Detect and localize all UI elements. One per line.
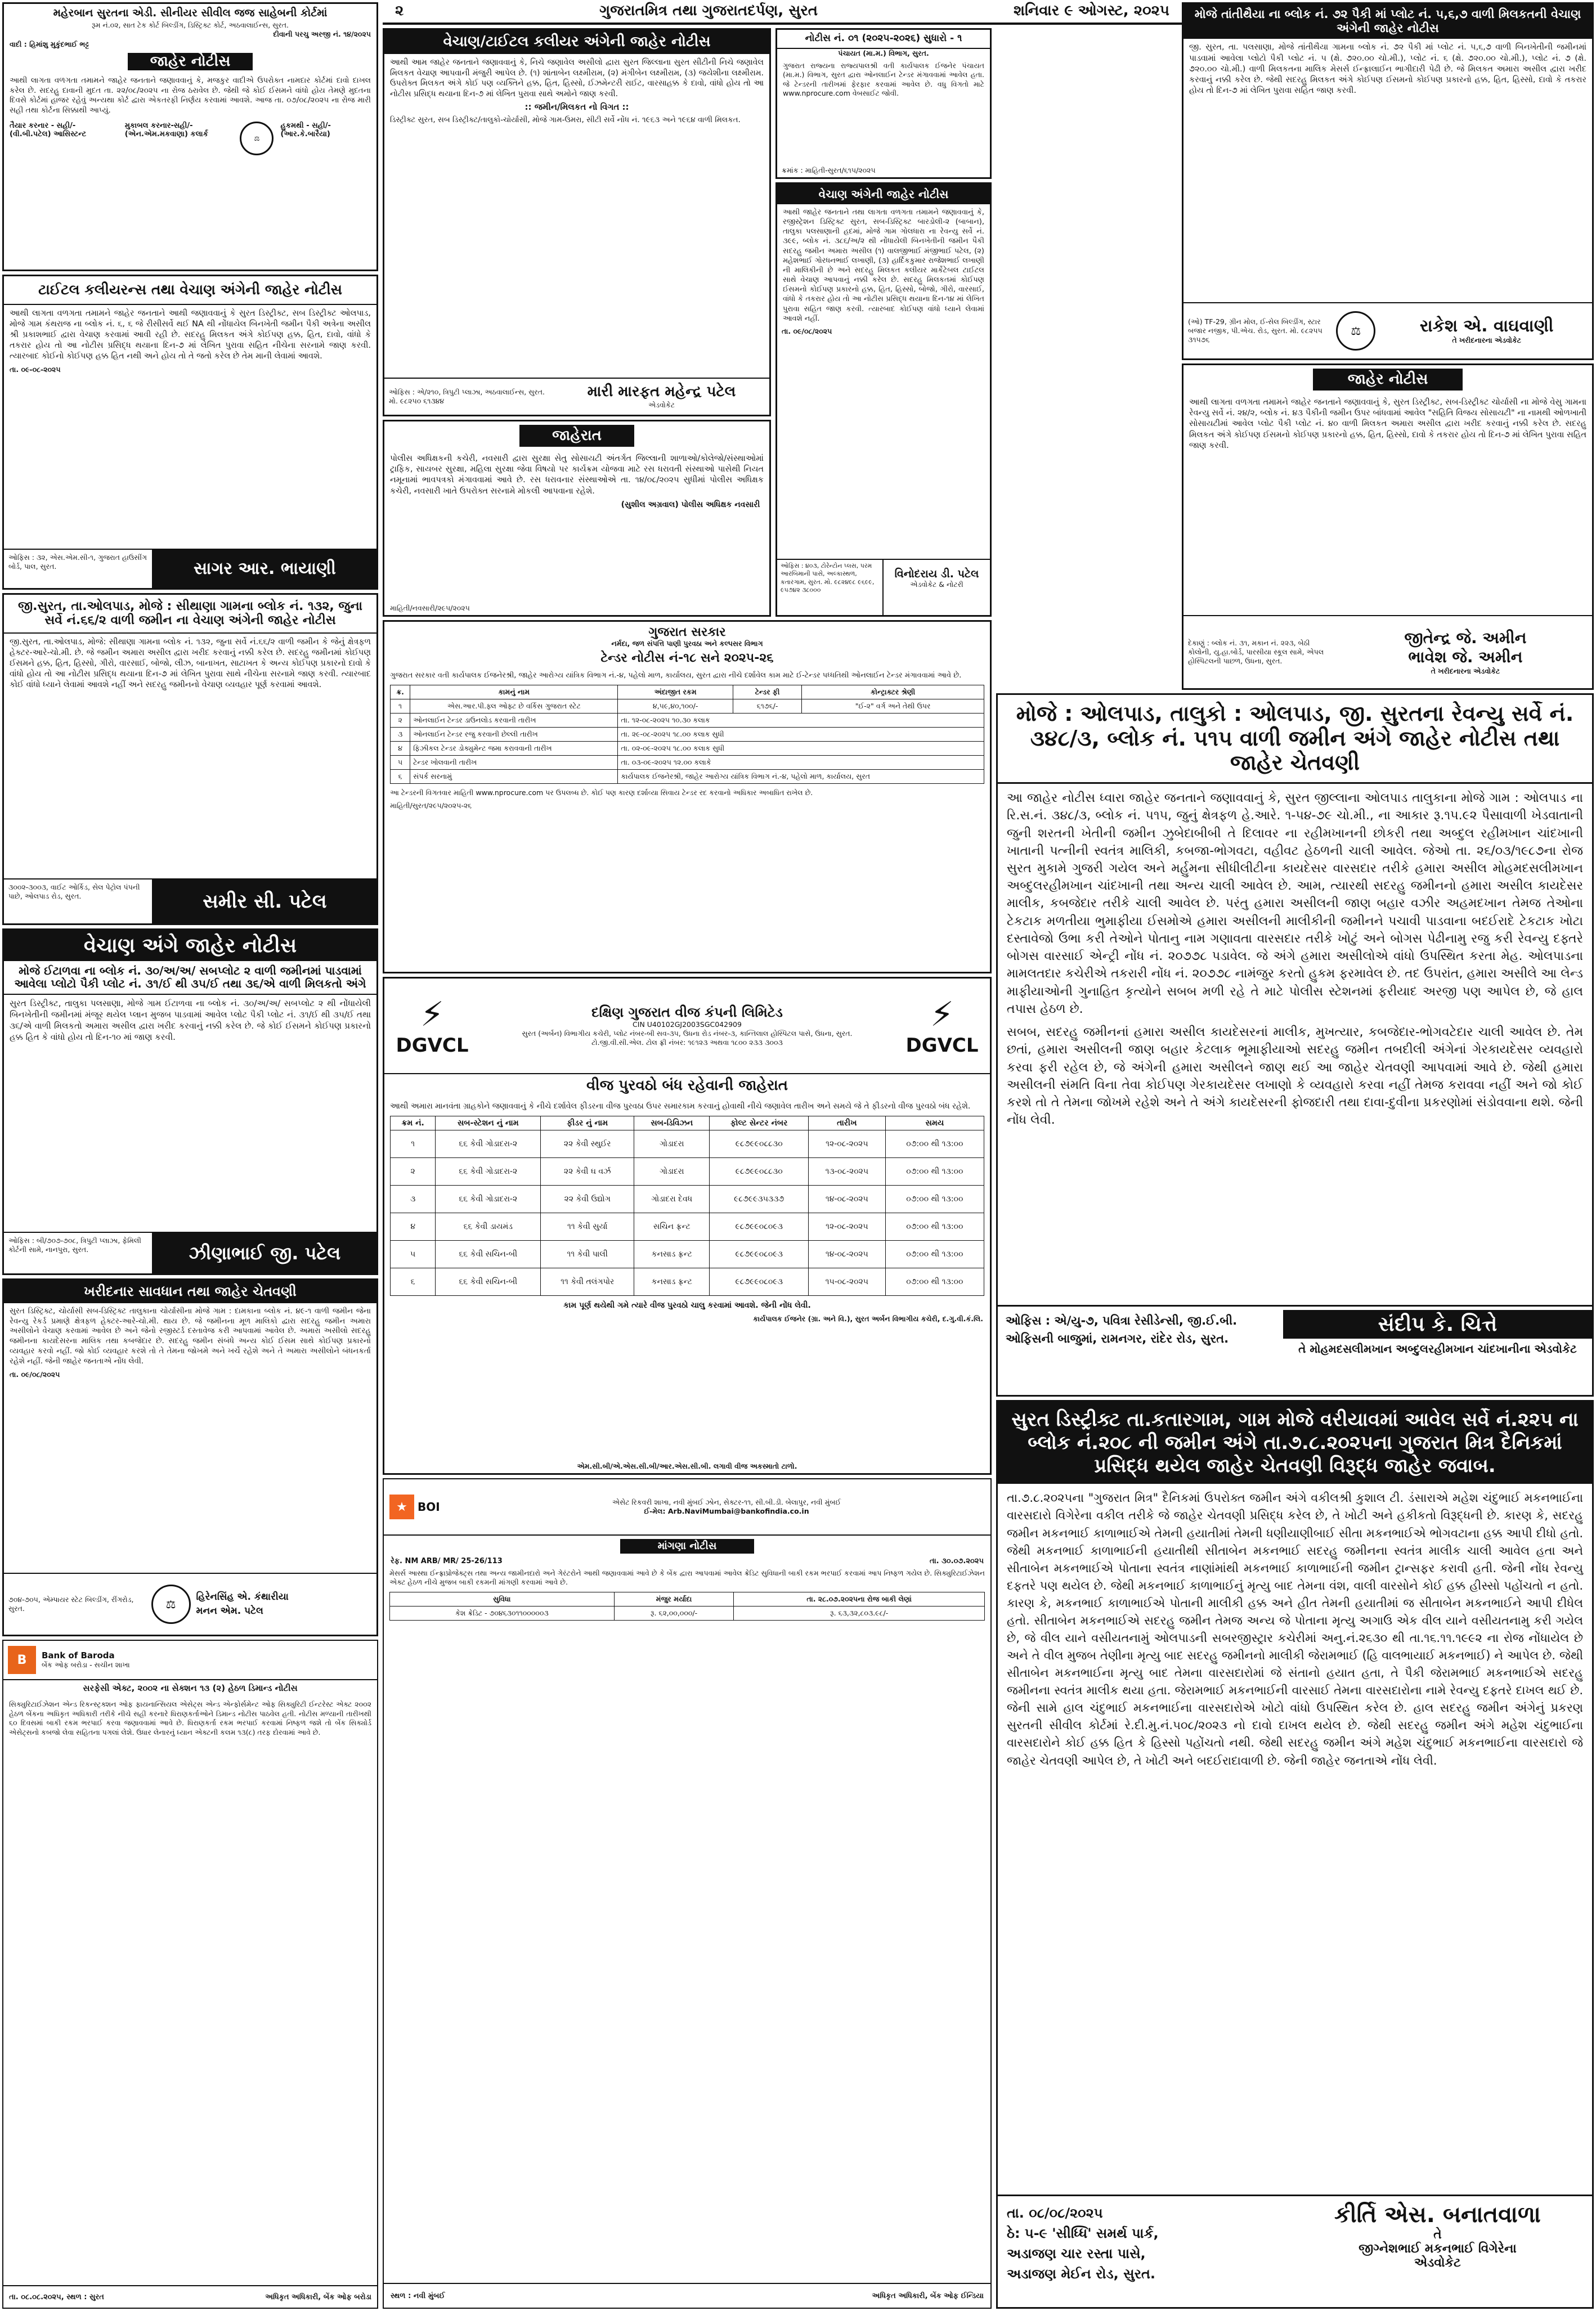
olpad-body-2: સબબ, સદરહુ જમીનનાં હમારા અસીલ કાયદેસરનાં માલીક, મુખત્યાર, કબજેદાર-ભોગવટેદાર ચાલી આવેલ છે. તેમ છતાં, હમારા અસીલની જાણ બહાર કેટલાક ભૂમાફીયાઓ સદરહુ જમીન તબદીલી અંગેનાં ગેરકાયદેસર વ્યવહારો કરવા ફરી રહેલ છે, જે અંગેની હમારા અસીલને જાણ થઈ આ જાહેર ચેતવણી આપવામાં આવે છે. જેથી હમારા અસીલની સંમતિ વિના તેવા કોઈપણ ગેરકાયદેસર લખાણો કે વ્યવહારો કરવા નહીં તેમજ કરાવવા નહીં અને જો કોઈ કરશે તો તે તેમના જોખમે રહેશે અને તે અંગે કાયદેસરની ફોજદારી તથા દાવા-દુવીના પ્રકરણોમાં સંડોવવાના થશે. જેની નોંધ લેવી. [1007, 1025, 1583, 1128]
table-cell: ૧ [391, 699, 410, 714]
olpad-title: મોજે : ઓલપાડ, તાલુકો : ઓલપાડ, જી. સુરતના રેવન્યુ સર્વે નં. ૩૪૮/૩, બ્લોક નં. ૫૧૫ વાળી જમીન અંગે જાહેર નોટીસ તથા જાહેર ચેતવણી [998, 695, 1592, 784]
title-clearance-body: આથી લાગતા વળગતા તમામને જાહેર જનતાને આથી જણાવવાનું કે સુરત ડિસ્ટ્રીક્ટ, સબ ડિસ્ટ્રીક્ટ ઓલપાડ, મોજે ગામ કંથરાજ ના બ્લોક નં. ૬, ૬ જે રીસીસર્વે થઈ NA થી નોંધાયેલ બિનખેતી જમીન પૈકી અત્રેના અસીલ શ્રી પ્રકાશભાઈ દ્વારા વેચાણ કરવામાં આવી રહી છે. સદરહુ મિલકત અંગે કોઈપણ હક્ક, હિત, દાવો, વાંધો કે તકરાર હોય તો આ નોટીસ પ્રસિદ્ધ થયાના દિન-૭ માં લેખિત પુરાવા સહિત નીચેના સરનામે જાણ કરવી. ત્યારબાદ કોઈનો કોઈપણ હક્ક હિત નથી અને હોય તો તે જતો કરેલ છે તેમ માની લેવામાં આવશે. [10, 308, 371, 361]
table-cell: સંપર્ક સરનામું [410, 770, 618, 784]
dgvcl-notice [383, 977, 992, 1475]
tantithaiya-body: જી. સુરત, તા. પલસાણા, મોજે તાંતીથૈયા ગામના બ્લોક નં. ૭૨ પૈકી માં પ્લોટ નં. ૫,૬,૭ વાળી બિનખેતીની જમીનમાં પાડવામાં આવેલા પ્લોટો પૈકી પ્લોટ નં. ૫ (ક્ષે. ૭૨૦.૦૦ ચો.મી.), પ્લોટ નં. ૬ (ક્ષે. ૭૨૦.૦૦ ચો.મી.), પ્લોટ નં. ૭ (ક્ષે. ૭૨૦.૦૦ ચો.મી.) વાળી મિલકતના માલિક મેસર્સ ઈન્ફ્રાલાઈન ભાગીદારી પેઢી છે. જે મિલકત અમારા અસીલ દ્વારા ખરીદ કરવાનું નક્કી કરેલ છે. જેથી સદરહુ મિલકત અંગે કોઈપણ ઈસમનો કોઈપણ પ્રકારનો હક્ક, હિત, હિસ્સો, દાવો કે તકરાર હોય તો દિન-૭ માં લેખિત પુરાવા સહિત જાણ કરવી. [1189, 43, 1586, 95]
table-cell: ૧૧ કેવી સુર્યા [541, 1213, 634, 1241]
table-cell: ઓનલાઈન ટેન્ડર રજુ કરવાની છેલ્લી તારીખ [410, 728, 618, 742]
table-cell: સચિન ફ્રન્ટ [634, 1213, 710, 1241]
boi-email: ઈ-મેલ: Arb.NaviMumbai@bankofindia.co.in [644, 1507, 809, 1515]
court-sub: રૂમ નં.૦૨, સાત ટેક કોર્ટ બિલ્ડીંગ, ડિસ્ટ્રિક્ટ કોર્ટ, અઠવાલાઈન્સ, સુરત. [91, 20, 289, 29]
panchayat-title: નોટીસ નં. ૦૧ (૨૦૨૫-૨૦૨૬) સુધારો - ૧ [777, 30, 990, 49]
olpad-address: ઓફિસ : એ/યુ-૭, પવિત્રા રેસીડેન્સી, જી.ઈ.બી. ઓફિસની બાજુમાં, રામનગર, રાંદેર રોડ, સુરત. [1006, 1314, 1238, 1345]
court-body: આથી લાગતા વળગતા તમામને જાહેર જનતાને જણાવવાનું કે, મજકુર વાદીએ ઉપરોક્ત નામદાર કોર્ટમાં દાવો દાખલ કરેલ છે. સદરહુ દાવાની મુદત તા. ૨૨/૦૮/૨૦૨૫ ના રોજ ઠરાવેલ છે. જેથી જે કોઈ ઈસમને વાંધો હોય તેમણે મુદતના દિવસે કોર્ટમાં હાજર રહેવું અન્યથા કોર્ટ દ્વારા એકતરફી નિર્ણય કરવામાં આવશે. આજ તા. ૦૭/૦૮/૨૦૨૫ ના રોજ મારી સહી તથા કોર્ટના સિક્કાથી આપ્યું. [10, 75, 371, 115]
buyer-warning-body: સુરત ડિસ્ટ્રિક્ટ, ચોર્યાસી સબ-ડિસ્ટ્રિક્ટ તાલુકાના ચોર્યાસીના મોજે ગામ : દામકાના બ્લોક નં. ૪૯-૧ વાળી જમીન જેના રેવન્યુ રેકર્ડ પ્રમાણે ક્ષેત્રફળ હેક્ટર-આરે-ચો.મી. થાય છે. જે જમીનના મૂળ માલિકો દ્વારા સદરહુ જમીન અમારા અસીલોને વેચાણ કરવામાં આવેલ છે અને જેનો રજીસ્ટર્ડ દસ્તાવેજ કરી આપવામાં આવેલ છે. અમારા અસીલો સદરહુ જમીનના કાયદેસરના માલિક તથા કબજેદાર છે. સદરહુ જમીન સંબંધે અન્ય કોઈ ઈસમ સાથે કોઈપણ પ્રકારનો વ્યવહાર કરવો નહીં. જો કોઈ વ્યવહાર કરશે તો તે તેમના જોખમે અને ખર્ચે રહેશે અને તે અમારા અસીલોને બંધનકર્તા રહેશે નહીં. જેની જાહેર જનતાએ નોંધ લેવી. [10, 1306, 371, 1366]
tender-notice [383, 620, 992, 973]
table-cell: ૨ [391, 1158, 436, 1186]
vesu-notice [1182, 364, 1594, 690]
boi-place: સ્થળ : નવી મુંબઈ [391, 2291, 445, 2300]
table-row [391, 756, 984, 770]
sithan-notice [2, 593, 378, 925]
table-cell: કનસાડ ફ્રન્ટ [634, 1268, 710, 1296]
court-sig-2: મુકાબલ કરનાર-સહી/- (એન.એમ.મકવાણા) કલાર્ક [124, 122, 208, 139]
tantithaiya-role: તે ખરીદનારના એડવોકેટ [1452, 336, 1521, 345]
tender-dept: નર્મદા, જળ સંપત્તિ પાણી પુરવઠા અને કલ્પસર વિભાગ [611, 639, 763, 648]
dgvcl-intro: આથી અમારા માનવંતા ગ્રાહકોને જણાવવાનું કે નીચે દર્શાવેલ ફીડરના વીજ પુરવઠા ઉપર સમારકામ કરવાનું હોવાથી નીચે જણાવેલ તારીખ અને સમયે જે તે ફીડરનો વીજ પુરવઠો બંધ રહેશે. [390, 1101, 971, 1111]
table-cell: ૪ [391, 742, 410, 756]
table-cell: ૯૮૭૯૯૦૮૮૩૦ [710, 1158, 809, 1186]
court-sig-3: હુકમથી - સહી/- (આર.કે.બારૈયા) [280, 122, 331, 139]
olpad-body: આ જાહેર નોટીસ ધ્વારા જાહેર જનતાને જણાવવાનું કે, સુરત જીલ્લાના ઓલપાડ તાલુકાના મોજે ગામ : ઓલપાડ ના રિ.સ.નં. ૩૪૮/૩, બ્લોક નં. ૫૧૫, જુનું ક્ષેત્રફળ હે.આરે. ૧-૫૪-૭૯ ચો.મી., ના આકાર રૂ.૧૫.૯૨ પૈસાવાળી ખેડવાતાની જુની શરતની ખેતીની જમીન ઝુબેદાબીબી તે દિલાવર ના રહીમખાનની છોકરી તથા અબ્દુલ રહીમખાન ચાંદખાની ખાતાની પત્નીની સ્વતંત્ર માલિકી, કબજા-ભોગવટા, વહીવટ હેઠળની ચાલી આવેલ. જેઓ તા. ૨૬/૦૩/૧૯૮૭ના રોજ સુરત મુકામે ગુજરી ગયેલ અને મર્હુમના સીધીલીટીના કાયદેસર વારસદાર તરીકે હમારા અસીલ મોહમદસલીમખાન અબ્દુલરહીમખાન ચાંદખાની તથા અન્ય ચાલી આવેલ છે. આમ, ત્યારથી સદરહુ જમીનનો હમારા અસીલ કાયદેસર માલીક, કબજેદાર તરીકે ચાલી આવેલ છે. પરંતુ હમારા અસીલની જાણ બહાર વઝીર અહમદખાન તેમજ તેઓના ટેકટાક મળતીયા ભુમાફીયા ઈસમોએ હમારા અસીલની માલીકીની જમીનને પચાવી પાડવાના બદઈરાદે ટેકટાક ખોટા દસ્તાવેજો ઉભા કરી તેઓને પોતાનુ નામ ગણાવતા વારસદાર તરીકે ખોટું અને બોગસ પેઢીનામુ રજુ કરી રેવન્યુ દફ્તરે બોગસ વારસાઈ એન્ટ્રી નોંધ નં. ૨૦૭૭૮ પડાવેલ. જે અંગે હમારા અસીલોએ વાંધો ઉપસ્થિત કરતા મેહ. ઓલપાડના મામલતદાર કચેરીએ તકરારી નોંધ નં. ૨૦૭૭૮ નામંજુર કરતો હુકમ ફરમાવેલ છે. તદ ઉપરાંત, હમારા અસીલે આ લેન્ડ માફીયાઓની ગુનાહિત કૃત્યોને સબબ મળી રહે તે માટે પોલીસ સ્ટેશનમાં ફરીયાદ અરજી પણ આપેલ છે, જે હાલ તપાસ હેઠળ છે. [1007, 791, 1583, 1016]
table-cell: ૬૬ કેવી સચિન-બી [436, 1268, 541, 1296]
tender-gov: ગુજરાત સરકાર [648, 625, 726, 639]
vesu-role: તે ખરીદનારના એડવોકેટ [1431, 666, 1500, 675]
table-cell: ૩ [391, 728, 410, 742]
tender-column-header: કોન્ટ્રાક્ટર શ્રેણી [802, 685, 984, 699]
katargam-reply-notice [996, 1400, 1594, 2309]
buyer-warning-date: તા. ૦૯/૦૮/૨૦૨૫ [10, 1370, 60, 1379]
bardoli-title: વેચાણ અંગેની જાહેર નોટીસ [777, 184, 990, 204]
sale-title-role: એડવોકેટ [648, 401, 675, 410]
panchayat-notice [775, 28, 992, 179]
table-cell: તા. ૧૨-૦૮-૨૦૨૫ ૧૦.૩૦ કલાક [618, 714, 984, 728]
bank-of-baroda-notice [2, 1640, 378, 2309]
court-seal-icon: ⚖ [240, 122, 274, 155]
boi-column-header: મંજુર મર્યાદા [614, 1592, 734, 1606]
table-cell: ૦૭:૦૦ થી ૧૩:૦૦ [885, 1241, 984, 1268]
boi-logo-icon: ★ [389, 1495, 414, 1519]
vesu-advocate-1: જીતેન્દ્ર જે. અમીન [1404, 628, 1527, 647]
table-cell: ૬ [391, 770, 410, 784]
table-row [390, 1606, 985, 1620]
dgvcl-ref: એમ.સી.બી/એ.એસ.સી.બી/આર.એસ.સી.બી. લગાવી વીજ અકસ્માતો ટાળો. [577, 1461, 797, 1470]
vesu-body: આથી લાગતા વળગતા તમામને જાહેર જનતાને જણાવવાનું કે, સુરત ડિસ્ટ્રીક્ટ, સબ-ડિસ્ટ્રીક્ટ ચોર્યાસી ના મોજે વેસુ ગામના રેવન્યુ સર્વે નં. ૨૪/૨, બ્લોક નં. ૪૩ પૈકીની જમીન ઉપર બાંધવામાં આવેલ "સહિતિ વિજય સોસાયટી" ના નામથી ઓળખાતી સોસાયટીમાં આવેલ પ્લોટ પૈકી પ્લોટ નં. ૪૦ વાળી મિલકત અમારા અસીલ દ્વારા ખરીદ કરવાનું નક્કી કરેલ છે. સદરહુ મિલકત અંગે કોઈપણ ઈસમનો કોઈપણ પ્રકારનો હક્ક, હિત, હિસ્સો, દાવો કે તકરાર હોય તો દિન-૭ માં લેખિત પુરાવા સહિત જાણ કરવી. [1189, 398, 1586, 450]
dgvcl-logo-left: DGVCL [396, 1034, 469, 1057]
table-cell: "ઈ-૨" વર્ગ અને તેથી ઉપર [802, 699, 984, 714]
buyer-warning-advocate: હિરેનસિંહ એ. કંથારીયા [196, 1591, 289, 1603]
table-cell: ૧૩-૦૮-૨૦૨૫ [808, 1158, 885, 1186]
paper-name: ગુજરાતમિત્ર તથા ગુજરાતદર્પણ, સુરત [599, 2, 818, 19]
table-cell: ૧૧ કેવી પાલી [541, 1241, 634, 1268]
bob-title: સરફેસી એક્ટ, ૨૦૦૨ ના સેક્શન ૧૩ (૨) હેઠળ ડિમાન્ડ નોટીસ [83, 1683, 298, 1693]
table-cell: કાર્યપાલક ઈજનેરશ્રી, જાહેર આરોગ્ય યાંત્રિક વિભાગ નં.-૪, પહેલો માળ, કાર્યાલય, સુરત [618, 770, 984, 784]
dgvcl-column-header: સબ-સ્ટેશન નું નામ [436, 1116, 541, 1130]
dgvcl-table [390, 1116, 984, 1296]
table-cell: ૬૬ કેવી ગોડાદરા-૨ [436, 1130, 541, 1158]
table-cell: ૧ [391, 1130, 436, 1158]
table-cell: ૪,૫૯,૪૦,૧૦૦/- [618, 699, 733, 714]
title-clearance-date: તા. ૦૯-૦૮-૨૦૨૫ [10, 365, 61, 374]
bardoli-advocate: વિનોદરાય ડી. પટેલ [894, 568, 979, 580]
table-cell: ૧૪-૦૮-૨૦૨૫ [808, 1186, 885, 1213]
table-row [391, 742, 984, 756]
dgvcl-column-header: ફીડર નું નામ [541, 1116, 634, 1130]
table-cell: ૦૭:૦૦ થી ૧૩:૦૦ [885, 1158, 984, 1186]
bob-date: તા. ૦૮.૦૮.૨૦૨૫, સ્થળ : સુરત [9, 2292, 104, 2301]
tender-column-header: ટેન્ડર ફી [733, 685, 801, 699]
sithan-body: જી.સુરત, તા.ઓલપાડ, મોજે: સીથાણા ગામના બ્લોક નં. ૧૩૨, જુના સર્વે નં.૬૬/૨ વાળી જમીન કે જેનું ક્ષેત્રફળ હેક્ટર-આરે-ચો.મી. છે. જે જમીન અમારા અસીલ દ્વારા ખરીદ કરવાનું નક્કી કરેલ છે. સદરહુ જમીનમાં કોઈપણ ઈસમને હક્ક, હિત, હિસ્સો, ગીરો, વારસાઈ, બોજો, લીઝ, બાનાખત, સાટાખત કે અન્ય કોઈપણ પ્રકારનો દાવો કે વાંધો હોય તો આ નોટીસ પ્રસિદ્ધ થયાના દિન-૭ માં લેખિત પુરાવા સાથે નીચેના સરનામે જાણ કરવી. ત્યારબાદ કોઈ વાંધો ધ્યાને લેવામાં આવશે નહીં અને સદરહુ જમીનનો વેચાણ વ્યવહાર પૂર્ણ કરવામાં આવશે. [10, 637, 371, 690]
tantithaiya-notice [1182, 2, 1594, 360]
table-cell: ૦૭:૦૦ થી ૧૩:૦૦ [885, 1268, 984, 1296]
table-cell: ૬૬ કેવી ડાયમંડ [436, 1213, 541, 1241]
dgvcl-column-header: ક્રમ નં. [391, 1116, 436, 1130]
panchayat-body: ગુજરાત રાજ્યના રાજ્યપાલશ્રી વતી કાર્યપાલક ઈજનેર પંચાયત (મા.મ.) વિભાગ, સુરત દ્વારા ઓનલાઈન ટેન્ડર મંગાવવામાં આવેલ હતા. જે ટેન્ડરની તારીખમાં ફેરફાર કરવામાં આવેલ છે. વધુ વિગતો માટે www.nprocure.com વેબસાઈટ જોવી. [783, 61, 984, 98]
bob-name: Bank of Baroda [42, 1650, 115, 1661]
tender-column-header: ક્ર. [391, 685, 410, 699]
bob-signatory: અધિકૃત અધિકારી, બેંક ઓફ બરોડા [265, 2292, 371, 2301]
court-applicant: વાદી : હિમાંશુ મુકુંદભાઈ ભટ્ટ [10, 40, 89, 49]
sale-title-heading: વેચાણ/ટાઈટલ કલીયર અંગેની જાહેર નોટીસ [384, 30, 769, 54]
boi-signatory: અધિકૃત અધિકારી, બેંક ઓફ ઈન્ડિયા [872, 2291, 984, 2300]
table-row [391, 1186, 984, 1213]
table-cell: ૩ [391, 1186, 436, 1213]
police-body: પોલીસ અધિક્ષકની કચેરી, નવસારી દ્વારા સુરક્ષા સેતુ સોસાયટી અંતર્ગત જિલ્લાની શાળાઓ/કોલેજો/સંસ્થાઓમાં ટ્રાફિક, સાયબર સુરક્ષા, મહિલા સુરક્ષા જેવા વિષયો પર કાર્યક્રમ યોજવા માટે રસ ધરાવતી સંસ્થાઓ પાસેથી નિયત નમૂનામાં ભાવપત્રકો મંગાવવામાં આવે છે. રસ ધરાવનાર સંસ્થાઓએ તા. ૧૪/૦૮/૨૦૨૫ સુધીમાં પોલીસ અધિક્ષક કચેરી, નવસારી ખાતે ઉપરોક્ત સરનામે મોકલી આપવાના રહેશે. [390, 454, 764, 496]
court-header: મહેરબાન સુરતના એડી. સીનીયર સીવીલ જજ સાહેબની કોર્ટમાં [53, 7, 328, 19]
vesu-title: જાહેર નોટીસ [1313, 369, 1463, 391]
table-cell: ૯૮૭૯૯૦૮૦૯૩ [710, 1241, 809, 1268]
table-cell: ૦૭:૦૦ થી ૧૩:૦૦ [885, 1186, 984, 1213]
advocate-emblem-icon: ⚖ [151, 1585, 191, 1624]
table-cell: ૨૨ કેવી સ્થુઈર [541, 1130, 634, 1158]
olpad-advocate: સંદીપ કે. ચિત્તે [1283, 1310, 1592, 1339]
vesu-advocate-2: ભાવેશ જે. અમીન [1408, 647, 1523, 666]
court-case: દીવાની પરચુ અરજી નં. ૧૪/૨૦૨૫ [273, 30, 371, 39]
table-cell: રૂ. ૬૨,૦૦,૦૦૦/- [614, 1606, 734, 1620]
table-row [391, 699, 984, 714]
table-cell: રૂ. ૬૩,૩૨,૮૦૩.૯૮/- [734, 1606, 985, 1620]
idatwa-notice [2, 928, 378, 1275]
bob-body: સિક્યુરિટાઈઝેશન એન્ડ રિકન્સ્ટ્રક્શન ઓફ ફાયનાન્સિયલ એસેટ્સ એન્ડ એન્ફોર્સમેન્ટ ઓફ સિક્યુરિટી ઈન્ટરેસ્ટ એક્ટ ૨૦૦૨ હેઠળ બેંકના અધિકૃત અધિકારી તરીકે નીચે સહી કરનારે ધિરાણકર્તાઓને ડિમાન્ડ નોટીસ પાઠવેલ હતી. નોટીસ મળ્યાની તારીખથી ૬૦ દિવસમાં બાકી રકમ ભરપાઈ કરવા જણાવવામાં આવે છે. ધિરાણકર્તા રકમ ભરપાઈ કરવામાં નિષ્ફળ જશે તો બેંક સિક્યોર્ડ એસેટ્સનો કબજો લેવા સહિતના પગલાં લેશે. ઉધાર લેનારનું ધ્યાન એક્ટની કલમ ૧૩(૮) તરફ દોરવામાં આવે છે. [9, 1700, 371, 1736]
table-cell: ટેન્ડર ખોલવાની તારીખ [410, 756, 618, 770]
katargam-address-1: ઠે: ૫-૯ 'સીધ્ધિ' સમર્થ પાર્ક, [1007, 2225, 1159, 2241]
table-cell: ૯૮૭૯૯૦૮૮૩૦ [710, 1130, 809, 1158]
sale-title-address: ઓફિસ : એ/૨૧૦, ત્રિપુટી પ્લાઝા, અઠવાલાઈન્સ, સુરત. મો. ૯૮૨૫૦ ૬૧૩૪૪ [389, 387, 545, 405]
table-cell: ૫ [391, 1241, 436, 1268]
dgvcl-logo-icon: ⚡ [420, 995, 445, 1034]
katargam-date: તા. ૦૮/૦૮/૨૦૨૫ [1007, 2205, 1103, 2221]
table-cell: કનસાડ ફ્રન્ટ [634, 1241, 710, 1268]
boi-body: મેસર્સ આસ્થા ઈન્ફ્રાપ્રોજેક્ટ્સ તથા અન્ય જામીનદારો અને ગેરંટરોને આથી જણાવવામાં આવે છે કે બેંક દ્વારા આપવામાં આવેલ ક્રેડિટ સુવિધાની બાકી રકમ ભરપાઈ કરવામાં આપ નિષ્ફળ ગયેલ છે. સિક્યુરિટાઈઝેશન એક્ટ હેઠળ નીચે મુજબ બાકી રકમની માંગણી કરવામાં આવે છે. [389, 1568, 985, 1587]
table-cell: ૧૨-૦૮-૨૦૨૫ [808, 1130, 885, 1158]
police-signatory: (સુશીલ અગ્રવાલ) પોલીસ અધિક્ષક નવસારી [621, 500, 760, 509]
table-cell: ૦૭:૦૦ થી ૧૩:૦૦ [885, 1130, 984, 1158]
tantithaiya-title: મોજે તાંતીથૈયા ના બ્લોક નં. ૭૨ પૈકી માં પ્લોટ નં. ૫,૬,૭ વાળી મિલકતની વેચાણ અંગેની જાહેર નોટીસ [1183, 4, 1592, 39]
idatwa-address: ઓફિસ : બી/૭૦૭-૭૦૮, ત્રિપુટી પ્લાઝા, ફેમિલી કોર્ટની સામે, નાનપુરા, સુરત. [4, 1233, 153, 1273]
idatwa-body: સુરત ડિસ્ટ્રીક્ટ, તાલુકા પલસાણા, મોજે ગામ ઈટાળવા ના બ્લોક નં. ૩૦/અ/અ/ સબપ્લોટ ૨ થી નોંધાયેલી બિનખેતીની જમીનમાં મંજૂર થયેલ પ્લાન મુજબ પાડવામાં આવેલ પ્લોટ પૈકી પ્લોટ નં. ૩૧/ઈ થી ૩૫/ઈ તથા ૩૬/એ વાળી મિલકતો અમારા અસીલ દ્વારા ખરીદ કરવાનું નક્કી કરેલ છે. જે કોઈ ઈસમને કોઈપણ પ્રકારનો હક્ક હિત કે વાંધો હોય તો દિન-૧૦ માં જાણ કરવી. [10, 998, 371, 1042]
bob-header: બેંક ઓફ બરોડા - સચીન શાખા [42, 1660, 130, 1669]
tender-title: ટેન્ડર નોટીસ નં-૧૮ સને ૨૦૨૫-૨૬ [600, 650, 774, 665]
boi-table [389, 1592, 985, 1621]
tender-intro: ગુજરાત સરકાર વતી કાર્યપાલક ઈજનેરશ્રી, જાહેર આરોગ્ય યાંત્રિક વિભાગ નં.-૪, પહેલો માળ, કાર્યાલય, સુરત દ્વારા નીચે દર્શાવેલ કામ માટે ઈ-ટેન્ડર પધ્ધતિથી ઓનલાઈન ટેન્ડર મંગાવવામાં આવે છે. [390, 671, 962, 680]
police-notice [383, 420, 771, 617]
title-clearance-notice [2, 275, 378, 590]
sale-title-notice [383, 28, 771, 416]
tender-column-header: અંદાજીત રકમ [618, 685, 733, 699]
advocate-emblem-icon-2: ⚖ [1336, 311, 1375, 351]
sale-title-schedule-heading: :: જમીન/મિલકત નો વિગત :: [524, 102, 629, 113]
olpad-notice [996, 693, 1594, 1397]
bardoli-address: ઓફિસ : ૪૦૩, ટોરેન્ટોન પ્લસ, પરમ આરબિમાની પાસે, અલ્કાસ્થળ, કતારગામ, સુરત. મો. ૯૮૨૪૯૮ ૯૬૯૯, ૯૫૭૪૨ ૩૮૦૦૦ [777, 560, 884, 615]
sithan-advocate: સમીર સી. પટેલ [153, 879, 376, 923]
table-row [391, 1158, 984, 1186]
dgvcl-logo-icon-right: ⚡ [930, 995, 954, 1034]
boi-office: એસેટ રિકવરી શાખા, નવી મુંબઈ ઝોન, સેક્ટર-૧૧, સી.બી.ડી. બેલાપુર, નવી મુંબઈ [612, 1497, 841, 1506]
tender-column-header: કામનું નામ [410, 685, 618, 699]
tender-ref: માહિતી/સુરત/૨૯૫/૨૦૨૫-૨૬ [390, 801, 472, 810]
bank-of-baroda-logo-icon: B [8, 1646, 36, 1674]
bardoli-role: એડવોકેટ & નોટરી [910, 580, 963, 589]
table-row [391, 714, 984, 728]
table-cell: તા. ૨૯-૦૮-૨૦૨૫ ૧૮.૦૦ કલાક સુધી [618, 728, 984, 742]
table-row [391, 1241, 984, 1268]
idatwa-subtitle: મોજે ઈટાળવા ના બ્લોક નં. ૩૦/અ/અ/ સબપ્લોટ ૨ વાળી જમીનમાં પાડવામાં આવેલા પ્લોટો પૈકી પ્લોટ નં. ૩૧/ઈ થી ૩૫/ઈ તથા ૩૬/એ વાળી મિલકતો અંગે [4, 961, 376, 995]
header-rule [383, 23, 1182, 25]
table-row [391, 1268, 984, 1296]
table-cell: ૪ [391, 1213, 436, 1241]
table-cell: ૧૪-૦૮-૨૦૨૫ [808, 1241, 885, 1268]
buyer-warning-notice [2, 1278, 378, 1636]
dgvcl-company: દક્ષિણ ગુજરાત વીજ કંપની લિમિટેડ [591, 1004, 783, 1020]
buyer-warning-title: ખરીદનાર સાવધાન તથા જાહેર ચેતવણી [4, 1280, 376, 1303]
table-cell: ૨ [391, 714, 410, 728]
sithan-address: ૩૦૦૨-૩૦૦૩, વાઈટ ઓર્કિડ, સેલ પેટ્રોલ પંપની પાછે, ઓલપાડ રોડ, સુરત. [4, 879, 153, 923]
table-cell: ૬૬ કેવી ગોડાદરા-૨ [436, 1186, 541, 1213]
panchayat-sub: પંચાયત (મા.મ.) વિભાગ, સુરત. [838, 48, 929, 57]
court-sig-1: તૈયાર કરનાર - સહી/- (વી.બી.પટેલ) આસિસ્ટન્ટ [10, 122, 87, 139]
table-cell: ૯૮૭૯૯૩૫૩૩૭ [710, 1186, 809, 1213]
table-cell: કેશ ક્રેડિટ - ૭૦૪૬૩૦૧૧૦૦૦૦૦૩ [390, 1606, 615, 1620]
table-cell: તા. ૦૨-૦૯-૨૦૨૫ ૧૮.૦૦ કલાક સુધી [618, 742, 984, 756]
title-clearance-advocate: સાગર આર. ભાયાણી [153, 550, 376, 588]
idatwa-title: વેચાણ અંગે જાહેર નોટીસ [4, 930, 376, 961]
dgvcl-office: સુરત (અર્બન) વિભાગીય કચેરી, પ્લોટ નંબર-બી સવ-૩૫, ઉધના રોડ નંબર-૩, કાન્તિલાલ હોસ્પિટલ પાસે, ઉધના, સુરત. [522, 1029, 853, 1038]
dgvcl-phone: ટો.જી.વી.સી.એલ. ટોલ ફ્રી નંબર: ૧૯૧૨૩ અથવા ૧૮૦૦ ૨૩૩ ૩૦૦૩ [591, 1038, 783, 1047]
katargam-body: તા.૭.૮.૨૦૨૫ના "ગુજરાત મિત્ર" દૈનિકમાં ઉપરોક્ત જમીન અંગે વકીલશ્રી કુશાલ ટી. ડંસારાએ મહેશ ચંદુભાઈ મકનભાઈના વારસદારો વિગેરેના વકીલ તરીકે જે જાહેર ચેતવણી પ્રસિદ્ધ કરેલ છે, તે ખોટી અને હકીકતો વિરૂદ્ધની છે. કારણ કે, સદરહુ જમીન મકનભાઈ કાળાભાઈએ તેમની હયાતીમાં તેમની ધણીયાણીબાઈ સીતા મકનભાઈએ ભોગવટાના હક્ક આપી દીધો હતો. જેથી મકનભાઈ કાળાભાઈની હયાતીથી સીતાબેન મકનભાઈ સદરહુ જમીનના સ્વતંત્ર માલીક ચાલી આવેલ હતા અને સીતાબેન મકનભાઈએ પોતાના સ્વતંત્ર નાણાંમાંથી મકનભાઈ કાળાભાઈની જમીન ટ્રાન્સફર કરાવી હતી. જેની નોંધ રેવન્યુ દફતરે પણ થયેલ છે. જેથી મકનભાઈ કાળાભાઈનું મૃત્યુ બાદ તેમના વંશ, વાલી વારસોને કોઈ હક્ક હીસ્સો પહોંચતો ન હતો. કારણ કે, મકનભાઈ કાળાભાઈએ પોતાની માલીકી હક્ક અને હીત તેમની હયાતીમાં જ સીતાબેન મકનભાઈને આપી દીધેલ હતો. સીતાબેન મકનભાઈએ સદરહુ જમીન તેમજ અન્ય જે પોતાના મૃત્યુ અગાઉ એક વીલ યાને વસીયતનામુ કરી ગયેલ છે, જે વીલ યાને વસીયતનામું ઓલપાડની સબરજીસ્ટ્રાર કચેરીમાં અનુ.નં.૨૬૩૦ થી તા.૧૬.૧૧.૧૯૯૨ ના રોજ નોંધાયેલ છે અને તે વીલ મુજબ તેણીના મૃત્યુ બાદ સદરહુ જમીનનો માલીકી જેરામભાઈ (હિ વાલભાયાઈ મકનભાઈ) ને આપેલ છે. જેથી સીતાબેન મકનભાઈના મૃત્યુ બાદ તેમના વારસદારોમાં જે સંતાનો હયાત હતા, તે પૈકી જેરામભાઈ મકનભાઈએ સદરહુ જમીનના સ્વતંત્ર માલીક થયા હતા. જેરામભાઈ મકનભાઈની વારસાઈ તેમના વારસદારોના નામે રેવન્યુ દફતરે દાખલ થઈ છે. જેની સામે હાલ ચંદુભાઈ મકનભાઈના વારસદારોએ ખોટો વાંધો ઉપસ્થિત કરેલ છે. હાલ સદરહુ જમીન અંગેનું પ્રકરણ સુરતની સીવીલ કોર્ટમાં રે.દી.મુ.નં.૫૦૮/૨૦૨૩ નો દાવો દાખલ થયેલ છે. જેથી સદરહુ જમીન અંગે મહેશ ચંદુભાઈના વારસદારોને કોઈ હક્ક હિત કે હિસ્સો પહોંચતો નથી. જેથી સદરહુ જમીન અંગે મહેશ ચંદુભાઈ મકનભાઈના વારસદારો જે જાહેર ચેતવણી આપેલ છે, તે ખોટી અને બદઈરાદાવાળી છે. જેની જાહેર જનતાએ નોંધ લેવી. [1007, 1491, 1583, 1767]
dgvcl-signatory: કાર્યપાલક ઈજનેર (ગ્રા. અને વિ.), સુરત અર્બન વિભાગીય કચેરી, દ.ગુ.વી.કં.લિ. [753, 1314, 983, 1323]
katargam-address-2: અડાજણ ચાર રસ્તા પાસે, [1007, 2246, 1146, 2261]
dgvcl-logo-right: DGVCL [905, 1034, 979, 1057]
police-footer: માહિતી/નવસારી/૨૯૫/૨૦૨૫ [390, 603, 470, 612]
table-cell: ૧૫-૦૮-૨૦૨૫ [808, 1268, 885, 1296]
table-cell: ૫ [391, 756, 410, 770]
table-cell: ૦૭:૦૦ થી ૧૩:૦૦ [885, 1213, 984, 1241]
page-header [388, 0, 1176, 21]
table-cell: ગોડાદરા દેવધ [634, 1186, 710, 1213]
dgvcl-footer: કામ પૂર્ણ થયેથી ગમે ત્યારે વીજ પુરવઠો ચાલુ કરવામાં આવશે. જેની નોંધ લેવી. [563, 1301, 811, 1311]
katargam-address-3: અડાજણ મેઈન રોડ, સુરત. [1007, 2266, 1156, 2282]
issue-date: શનિવાર ૯ ઓગસ્ટ, ૨૦૨૫ [1013, 2, 1169, 19]
panchayat-ref: ક્રમાંક : માહિતી-સુરત/૬૧૫/૨૦૨૫ [782, 165, 876, 174]
table-cell: ૯૮૭૯૯૦૮૦૯૩ [710, 1213, 809, 1241]
dgvcl-column-header: સબ-ડિવિઝન [634, 1116, 710, 1130]
tantithaiya-address: (ઓ) TF-29, ગ્રીન મોલ, ઈ-સેલ બિલ્ડીંગ, સ્ટાર બજાર નજીક, પી.એચ. રોડ, સુરત. મો. ૯૮૨૫૫ ૩૧૫૭૬ [1188, 317, 1322, 344]
sithan-title: જી.સુરત, તા.ઓલપાડ, મોજે : સીથાણા ગામના બ્લોક નં. ૧૩૨, જુના સર્વે નં.૬૬/૨ વાળી જમીન ના વેચાણ અંગેની જાહેર નોટીસ [4, 595, 376, 634]
table-cell: ગોડાદરા [634, 1158, 710, 1186]
title-clearance-heading: ટાઈટલ કલીયરન્સ તથા વેચાણ અંગેની જાહેર નોટીસ [4, 276, 376, 305]
sale-title-advocate: મારી મારફત મહેન્દ્ર પટેલ [587, 383, 736, 401]
table-cell: ૧૨-૦૮-૨૦૨૫ [808, 1213, 885, 1241]
katargam-role-3: એડવોકેટ [1414, 2256, 1461, 2270]
table-cell: ગોડાદરા [634, 1130, 710, 1158]
bardoli-sale-notice [775, 182, 992, 617]
vesu-address: દેકાણું : બ્લોક નં. ૩૧, મકાન નં. ૨૨૩, બેઠી કોલોની, યુ.હા.બોર્ડ, પારસીયા સ્કૂલ સામે, એપલ હોસ્પિટલની પાછળ, ઉધના, સુરત. [1188, 638, 1324, 666]
dgvcl-column-header: ફોલ્ટ સેન્ટર નંબર [710, 1116, 809, 1130]
katargam-role-1: તે [1433, 2228, 1442, 2242]
court-title: જાહેર નોટીસ [128, 53, 253, 70]
boi-logo-text: BOI [418, 1500, 440, 1514]
buyer-warning-advocate-2: મનન એમ. પટેલ [196, 1605, 263, 1617]
table-cell: ૬ [391, 1268, 436, 1296]
table-cell: એસ.આર.પી.ફ્લ ઓફ્ટ છે વર્કિસ ગુજરાત સ્ટેટ [410, 699, 618, 714]
title-clearance-address: ઓફિસ : ૩૨, એસ.એમ.સી-૧, ગુજરાત હાઉસીંગ બોર્ડ, પાલ, સુરત. [4, 550, 153, 588]
katargam-advocate: કીર્તિ એસ. બનાતવાળા [1334, 2202, 1541, 2228]
sale-title-schedule: ડિસ્ટ્રીક્ટ સુરત, સબ ડિસ્ટ્રીક્ટ/તાલુકો-ચોર્યાસી, મોજે ગામ-ઉમરા, સીટી સર્વે નોંધ નં. ૧૯૬૩ અને ૧૯૬૪ વાળી મિલકત. [390, 115, 741, 125]
table-cell: તા. ૦૩-૦૯-૨૦૨૫ ૧૨.૦૦ કલાકે [618, 756, 984, 770]
table-cell: ફિઝીકલ ટેન્ડર ડોક્યુમેન્ટ જમા કરાવવાની તારીખ [410, 742, 618, 756]
katargam-role-2: જીગ્નેશભાઈ મકનભાઈ વિગેરેના [1359, 2242, 1517, 2256]
boi-column-header: તા. ૨૮.૦૭.૨૦૨૫ના રોજ બાકી લેણાં [734, 1592, 985, 1606]
police-title: જાહેરાત [519, 425, 634, 447]
bardoli-date: તા. ૦૯/૦૮/૨૦૨૫ [782, 326, 832, 335]
boi-ref: રેફ. NM ARB/ MR/ 25-26/113 [391, 1556, 503, 1565]
table-row [391, 1213, 984, 1241]
sale-title-body: આથી આમ જાહેર જનતાને જણાવવાનું કે, નિચે જણાવેલ અસીલો દ્વારા સુરત જિલ્લાના સુરત સીટીની નિચે જણાવેલ મિલકત વેચાણ આપવાની મંજુરી આપેલ છે. (૧) શાંતાબેન લક્ષ્મીરામ, (૨) મંગીબેન લક્ષ્મીરામ, (૩) જયેશીના લક્ષ્મીરામ. ઉપરોક્ત મિલકત અંગે કોઈ પણ વ્યક્તિને હક્ક, હિત, હિસ્સો, ઈઝમેન્ટરી રાઈટ, વારસાહક્ક કે દાવો, વાંધો હોય તો આ નોટીસ પ્રસિદ્ધ થયાના દિન-૭ માં લેખિત પુરાવા સાથે અમોને જાણ કરવી. [390, 58, 764, 98]
table-cell: ઓનલાઈન ટેન્ડર ડાઉનલોડ કરવાની તારીખ [410, 714, 618, 728]
table-cell: ૧૧ કેવી તલંગપોર [541, 1268, 634, 1296]
dgvcl-cin: CIN U40102GJ2003SGC042909 [633, 1020, 742, 1029]
table-cell: ૯૮૭૯૯૦૮૦૯૩ [710, 1268, 809, 1296]
dgvcl-title: વીજ પુરવઠો બંધ રહેવાની જાહેરાત [586, 1077, 788, 1094]
table-row [391, 770, 984, 784]
table-cell: ૨૨ કેવી ઉદ્યોગ [541, 1186, 634, 1213]
tantithaiya-advocate: રાકેશ એ. વાઘવાણી [1419, 316, 1554, 336]
court-notice [2, 2, 378, 271]
tender-footer: આ ટેન્ડરની વિગતવાર માહિતી www.nprocure.com પર ઉપલબ્ધ છે. કોઈ પણ કારણ દર્શાવ્યા સિવાય ટેન્ડર રદ કરવાનો અધિકાર અબાધિત રાખેલ છે. [390, 788, 813, 797]
bardoli-body: આથી જાહેર જનતાને તથા લાગતા વળગતા તમામને જણાવવાનું કે, રજીસ્ટ્રેશન ડિસ્ટ્રિક્ટ સુરત, સબ-ડિસ્ટ્રિક્ટ બારડોલી-૨ (બાબાન), તાલુકા પલસાણાની હદમાં, મોજે ગામ ગોલધારા ના રેવન્યુ સર્વે નં. ૩૯૯, બ્લોક નં. ૩૮૬/અ/૨ થી નોંધાયેલી બિનખેતીની જમીન પૈકી સદરહુ જમીન અમારા અસીલ (૧) વાલજીભાઈ મંજીભાઈ પટેલ, (૨) મહેશભાઈ ગોરધનભાઈ લખાણી, (૩) હાર્દિકકુમાર રાજેશભાઈ લખાણી ની માલિકીની છે અને સદરહુ મિલકત કલીયર માર્કેટેબલ ટાઈટલ સાથે વેચાણ આપવાનું નક્કી કરેલ છે. સદરહુ મિલકતમાં કોઈપણ ઈસમનો કોઈપણ પ્રકારનો હક્ક, હિત, હિસ્સો, બોજો, ગીરો, વારસાઈ, વાંધો કે તકરાર હોય તો આ નોટીસ પ્રસિદ્ધ થયાના દિન-૧૪ માં લેખિત પુરાવા સહિત જાણ કરવી. ત્યારબાદ કોઈપણ વાંધો ધ્યાને લેવામાં આવશે નહીં. [783, 208, 984, 323]
page-number: ૨ [395, 2, 404, 19]
table-row [391, 728, 984, 742]
table-cell: ૬૬ કેવી ગોડાદરા-૨ [436, 1158, 541, 1186]
dgvcl-column-header: સમય [885, 1116, 984, 1130]
katargam-title: સુરત ડિસ્ટ્રીક્ટ તા.કતારગામ, ગામ મોજે વરીયાવમાં આવેલ સર્વે નં.૨૨૫ ના બ્લોક નં.૨૦૮ ની જમીન અંગે તા.૭.૮.૨૦૨૫ના ગુજરાત મિત્ર દૈનિકમાં પ્રસિદ્ધ થયેલ જાહેર ચેતવણી વિરૂદ્ધ જાહેર જવાબ. [998, 1402, 1592, 1484]
buyer-warning-address: ૭૦૪-૭૦૫, એમ્પાયર સ્ટેટ બિલ્ડીંગ, રીંગરોડ, સુરત. [8, 1595, 134, 1613]
tender-table [390, 685, 984, 784]
boi-title: માંગણા નોટીસ [620, 1539, 754, 1554]
boi-column-header: સુવિધા [390, 1592, 615, 1606]
boi-notice [383, 1478, 992, 2309]
table-cell: ૬૧૭૬/- [733, 699, 801, 714]
boi-date-ref: તા. ૩૦.૦૭.૨૦૨૫ [929, 1556, 984, 1565]
table-cell: ૬૬ કેવી સચિન-બી [436, 1241, 541, 1268]
olpad-role: તે મોહમદસલીમખાન અબ્દુલરહીમખાન ચાંદખાનીના એડવોકેટ [1298, 1342, 1577, 1356]
idatwa-advocate: ઝીણાભાઈ જી. પટેલ [153, 1233, 376, 1273]
table-row [391, 1130, 984, 1158]
table-cell: ૨૨ કેવી ઘ વર્ઝ [541, 1158, 634, 1186]
dgvcl-column-header: તારીખ [808, 1116, 885, 1130]
